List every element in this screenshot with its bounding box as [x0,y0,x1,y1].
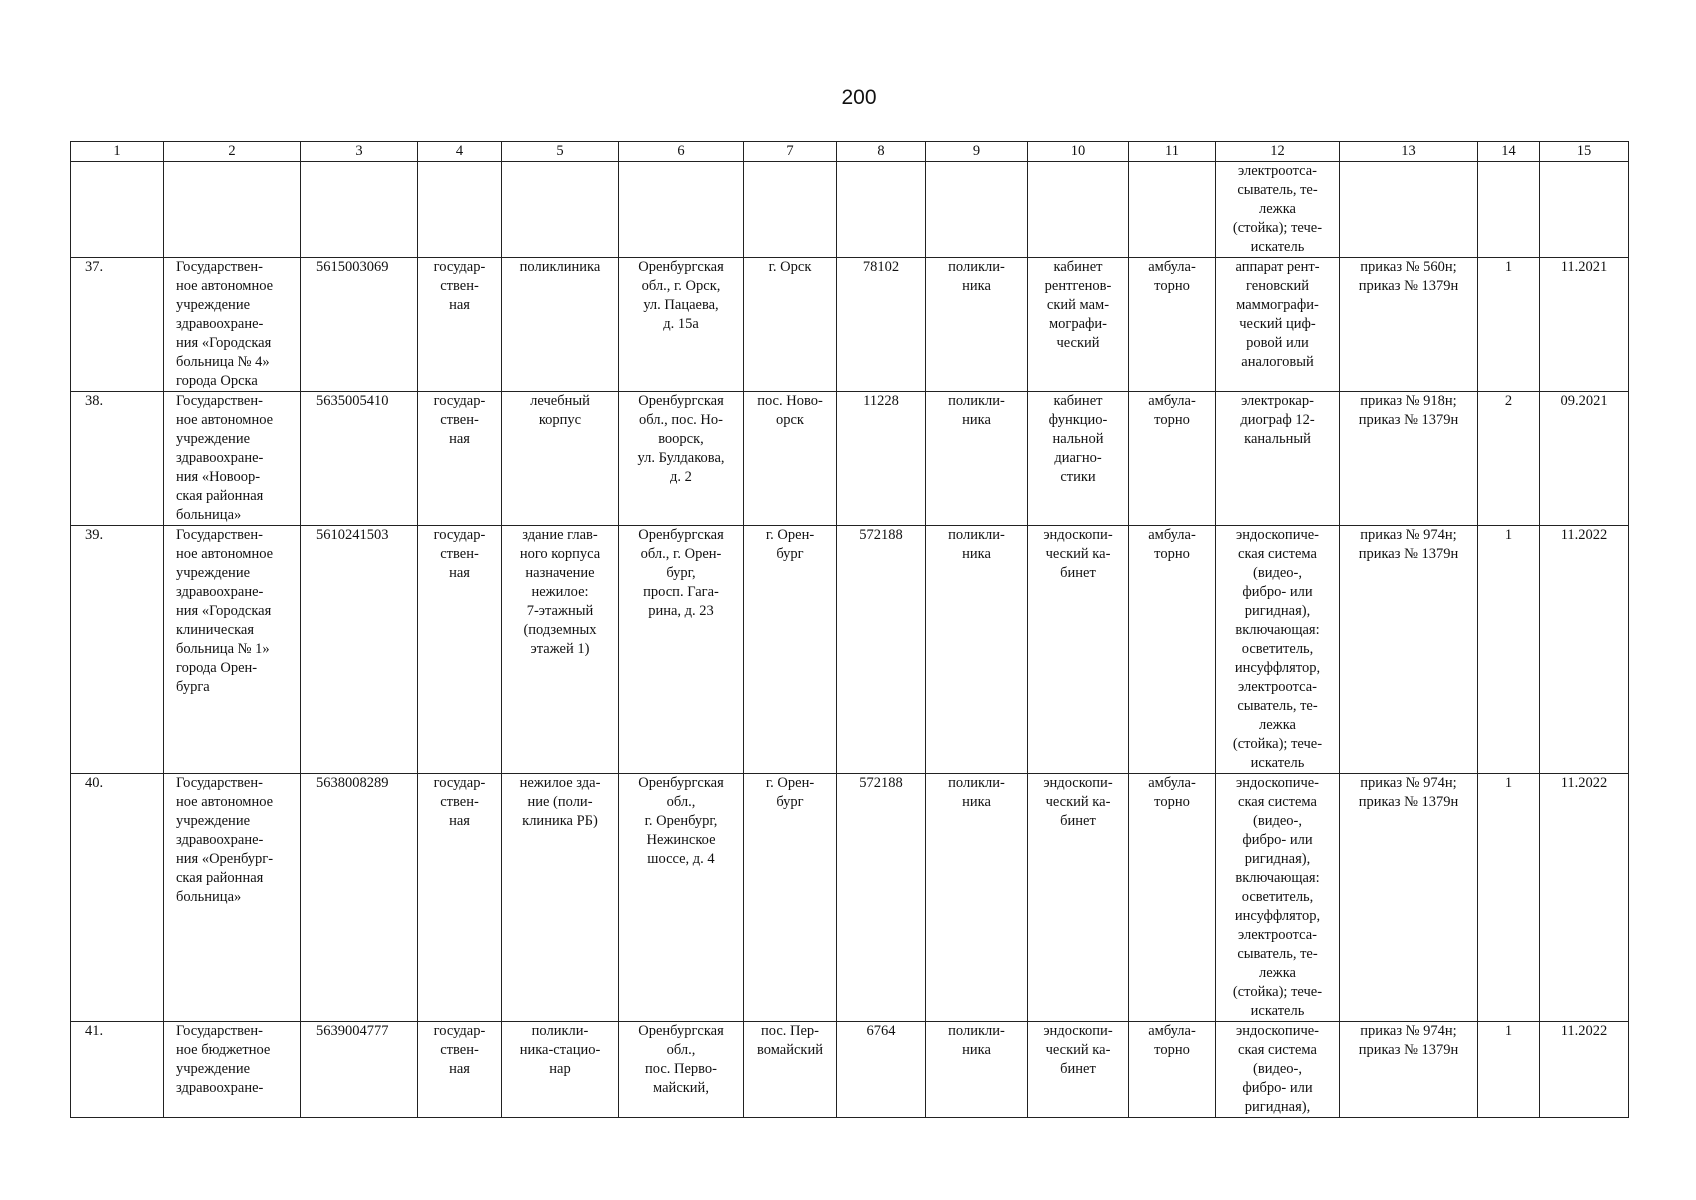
order-cell: приказ № 560н; приказ № 1379н [1340,258,1478,392]
ownership-cell: государ- ствен- ная [418,526,502,774]
quantity-cell: 1 [1478,258,1540,392]
date-cell: 09.2021 [1540,392,1629,526]
column-header: 11 [1129,142,1216,162]
locality-cell: г. Орен- бург [744,526,837,774]
department-cell: эндоскопи- ческий ка- бинет [1028,774,1129,1022]
equipment-cell: эндоскопиче- ская система (видео-, фибро- или ригидная), [1216,1022,1340,1118]
registry-table [70,141,1629,1118]
order-cell: приказ № 974н; приказ № 1379н [1340,526,1478,774]
locality-cell [744,162,837,258]
column-header: 9 [926,142,1028,162]
order-cell: приказ № 974н; приказ № 1379н [1340,774,1478,1022]
page-number: 200 [841,86,877,109]
column-header: 13 [1340,142,1478,162]
care-conditions-cell [1129,162,1216,258]
inn-cell: 5615003069 [301,258,418,392]
date-cell [1540,162,1629,258]
population-cell [837,162,926,258]
ownership-cell: государ- ствен- ная [418,1022,502,1118]
date-cell: 11.2021 [1540,258,1629,392]
column-header: 3 [301,142,418,162]
unit-type-cell: поликли- ника [926,258,1028,392]
inn-cell [301,162,418,258]
equipment-cell: аппарат рент- геновский маммографи- ческий циф- ровой или аналоговый [1216,258,1340,392]
locality-cell: г. Орск [744,258,837,392]
care-conditions-cell: амбула- торно [1129,392,1216,526]
table-row [71,774,1629,1022]
population-cell: 6764 [837,1022,926,1118]
table-row [71,526,1629,774]
locality-cell: пос. Ново- орск [744,392,837,526]
address-cell: Оренбургская обл., г. Оренбург, Нежинское шоссе, д. 4 [619,774,744,1022]
order-cell: приказ № 918н; приказ № 1379н [1340,392,1478,526]
order-cell: приказ № 974н; приказ № 1379н [1340,1022,1478,1118]
table-row [71,258,1629,392]
department-cell: эндоскопи- ческий ка- бинет [1028,526,1129,774]
column-header: 2 [164,142,301,162]
equipment-cell: эндоскопиче- ская система (видео-, фибро- или ригидная), включающая: осветитель, инсуффлятор, электроотса- сыватель, те- лежка (стойка); тече- искатель [1216,774,1340,1022]
organization-name: Государствен- ное автономное учреждение здравоохране- ния «Городская больница № 4» города Орска [164,258,301,392]
ownership-cell: государ- ствен- ная [418,774,502,1022]
quantity-cell: 2 [1478,392,1540,526]
department-cell: эндоскопи- ческий ка- бинет [1028,1022,1129,1118]
unit-type-cell: поликли- ника [926,526,1028,774]
population-cell: 78102 [837,258,926,392]
organization-name [164,162,301,258]
inn-cell: 5638008289 [301,774,418,1022]
table-row [71,392,1629,526]
building-cell: поликли- ника-стацио- нар [502,1022,619,1118]
inn-cell: 5635005410 [301,392,418,526]
column-number-row [71,142,1629,162]
equipment-cell: эндоскопиче- ская система (видео-, фибро- или ригидная), включающая: осветитель, инсуффлятор, электроотса- сыватель, те- лежка (стойка); тече- искатель [1216,526,1340,774]
address-cell: Оренбургская обл., пос. Но- воорск, ул. Булдакова, д. 2 [619,392,744,526]
column-header: 8 [837,142,926,162]
locality-cell: г. Орен- бург [744,774,837,1022]
population-cell: 11228 [837,392,926,526]
table-row [71,162,1629,258]
column-header: 7 [744,142,837,162]
inn-cell: 5610241503 [301,526,418,774]
row-number: 38. [71,392,164,526]
ownership-cell [418,162,502,258]
row-number: 37. [71,258,164,392]
date-cell: 11.2022 [1540,1022,1629,1118]
column-header: 14 [1478,142,1540,162]
organization-name: Государствен- ное автономное учреждение здравоохране- ния «Городская клиническая больница № 1» города Орен- бурга [164,526,301,774]
locality-cell: пос. Пер- вомайский [744,1022,837,1118]
address-cell: Оренбургская обл., г. Орен- бург, просп. Гага- рина, д. 23 [619,526,744,774]
column-header: 6 [619,142,744,162]
organization-name: Государствен- ное бюджетное учреждение здравоохране- [164,1022,301,1118]
unit-type-cell: поликли- ника [926,392,1028,526]
quantity-cell [1478,162,1540,258]
unit-type-cell [926,162,1028,258]
building-cell [502,162,619,258]
quantity-cell: 1 [1478,774,1540,1022]
building-cell: здание глав- ного корпуса назначение нежилое: 7-этажный (подземных этажей 1) [502,526,619,774]
row-number [71,162,164,258]
care-conditions-cell: амбула- торно [1129,258,1216,392]
care-conditions-cell: амбула- торно [1129,1022,1216,1118]
care-conditions-cell: амбула- торно [1129,774,1216,1022]
quantity-cell: 1 [1478,526,1540,774]
address-cell [619,162,744,258]
unit-type-cell: поликли- ника [926,1022,1028,1118]
date-cell: 11.2022 [1540,526,1629,774]
department-cell: кабинет рентгенов- ский мам- мографи- ческий [1028,258,1129,392]
population-cell: 572188 [837,526,926,774]
column-header: 10 [1028,142,1129,162]
building-cell: лечебный корпус [502,392,619,526]
department-cell: кабинет функцио- нальной диагно- стики [1028,392,1129,526]
column-header: 4 [418,142,502,162]
row-number: 39. [71,526,164,774]
address-cell: Оренбургская обл., г. Орск, ул. Пацаева, д. 15а [619,258,744,392]
column-header: 1 [71,142,164,162]
row-number: 41. [71,1022,164,1118]
department-cell [1028,162,1129,258]
table-row [71,1022,1629,1118]
column-header: 5 [502,142,619,162]
quantity-cell: 1 [1478,1022,1540,1118]
unit-type-cell: поликли- ника [926,774,1028,1022]
ownership-cell: государ- ствен- ная [418,258,502,392]
population-cell: 572188 [837,774,926,1022]
order-cell [1340,162,1478,258]
column-header: 15 [1540,142,1629,162]
row-number: 40. [71,774,164,1022]
building-cell: нежилое зда- ние (поли- клиника РБ) [502,774,619,1022]
equipment-cell: электрокар- диограф 12- канальный [1216,392,1340,526]
care-conditions-cell: амбула- торно [1129,526,1216,774]
column-header: 12 [1216,142,1340,162]
building-cell: поликлиника [502,258,619,392]
address-cell: Оренбургская обл., пос. Перво- майский, [619,1022,744,1118]
inn-cell: 5639004777 [301,1022,418,1118]
organization-name: Государствен- ное автономное учреждение здравоохране- ния «Новоор- ская районная больница» [164,392,301,526]
organization-name: Государствен- ное автономное учреждение здравоохране- ния «Оренбург- ская районная больница» [164,774,301,1022]
equipment-cell: электроотса- сыватель, те- лежка (стойка); тече- искатель [1216,162,1340,258]
date-cell: 11.2022 [1540,774,1629,1022]
ownership-cell: государ- ствен- ная [418,392,502,526]
